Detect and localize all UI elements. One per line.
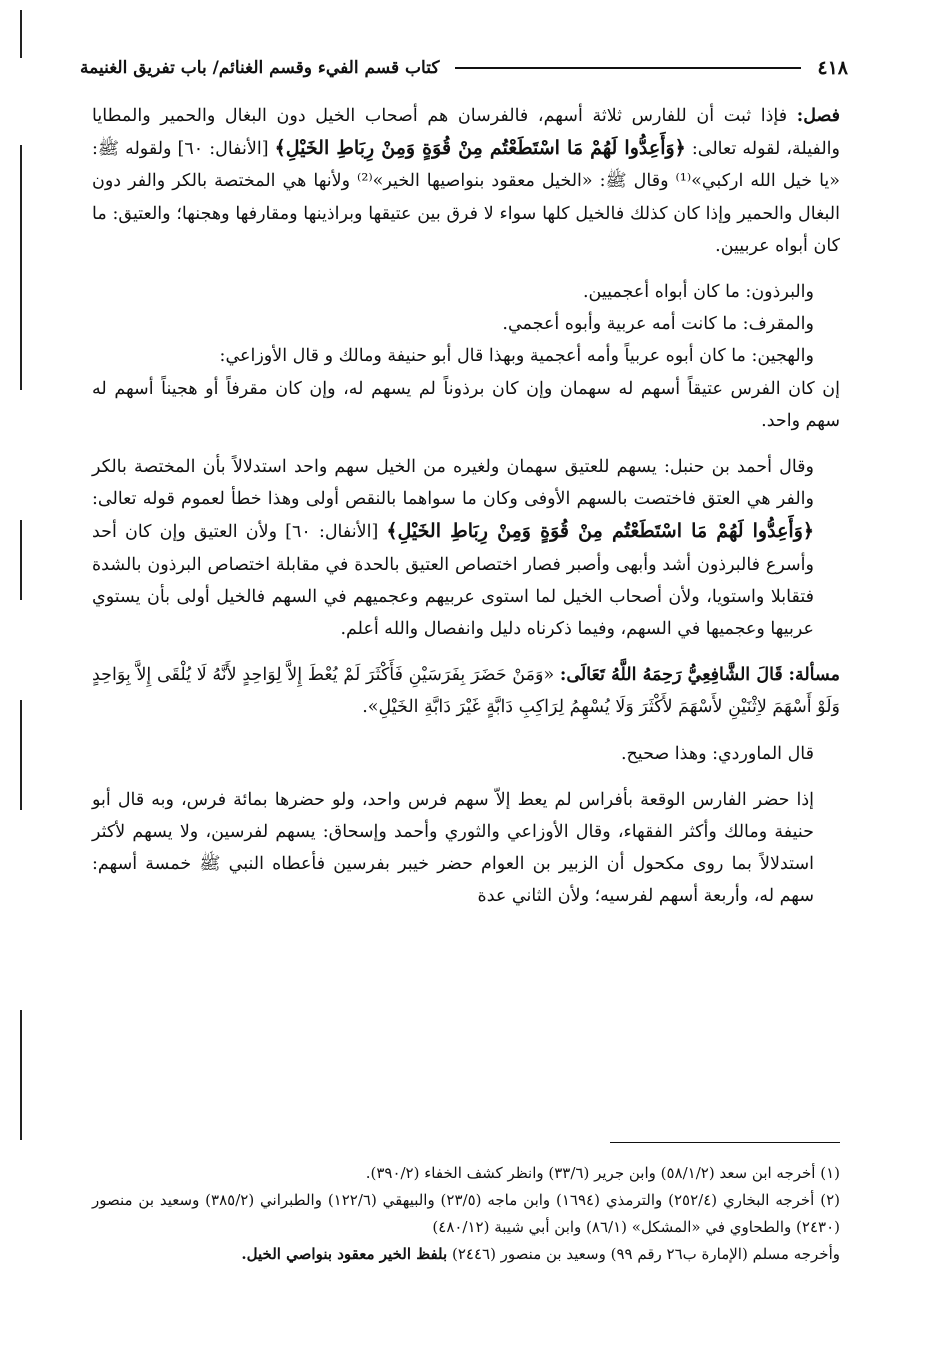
masala-text: «وَمَنْ حَضَرَ بِفَرَسَيْنِ فَأَكْثَرَ لَمْ يُعْطَ إِلاَّ لِوَاحِدٍ لأَنَّهُ لَا يُلْقَى إِلاَّ بِوَاحِدٍ وَلَوْ أَسْهَمَ لاِثْنَيْنِ لأَسْهَمَ لأَكْثَرَ وَلَا يُسْهِمُ لِرَاكِبِ دَابَّةٍ غَيْرَ دَابَّةِ الخَيْلِ». [92, 665, 840, 718]
fasl-heading: فصل: [796, 106, 840, 126]
page-number: ٤١٨ [817, 57, 848, 79]
paragraph-fasl [92, 100, 840, 262]
footnote-2-cont [92, 1241, 840, 1268]
paragraph-ahmad [92, 451, 840, 645]
page-header [80, 52, 848, 84]
main-text [92, 100, 840, 913]
paragraph-last: إذا حضر الفارس الوقعة بأفراس لم يعط إلاّ سهم فرس واحد، ولو حضرها بمائة فرس، وبه قال أبو حنيفة ومالك وأكثر الفقهاء، وقال الأوزاعي والثوري وأحمد وإسحاق: يسهم لفرسين، ولا يسهم لأكثر استدلالاً بما روى مكحول أن الزبير بن العوام حضر خيبر بفرسين فأعطاه النبي ﷺ خمسة أسهم: سهم له، وأربعة أسهم لفرسيه؛ ولأن الثاني عدة [92, 789, 814, 907]
margin-line [20, 700, 22, 810]
margin-line [20, 1010, 22, 1140]
paragraph-masala [92, 659, 840, 723]
footnote-1: (١) أخرجه ابن سعد (٥٨/١/٢) وابن جرير (٣٣/٦) وانظر كشف الخفاء (٣٩٠/٢). [365, 1164, 840, 1182]
definition-hajin: والهجين: ما كان أبوه عربياً وأمه أعجمية وبهذا قال أبو حنيفة ومالك و قال الأوزاعي: [219, 346, 814, 367]
definition-birdhawn: والبرذون: ما كان أبواه أعجميين. [582, 282, 814, 303]
header-rule [455, 67, 801, 69]
masala-heading: مسألة: [788, 665, 840, 686]
fasl-text: فإذا ثبت أن للفارس ثلاثة أسهم، فالفرسان هم أصحاب الخيل دون البغال والحمير والمطايا والفيلة، لقوله تعالى: [92, 106, 840, 160]
definition-muqrif: والمقرف: ما كانت أمه عربية وأبوه أعجمي. [502, 314, 814, 335]
quran-verse: ﴿وَأَعِدُّوا لَهُمْ مَا اسْتَطَعْتُم مِنْ قُوَةٍ وَمِنْ رِبَاطِ الخَيْلِ﴾ [386, 520, 814, 543]
shafii-attribution: قَالَ الشَّافِعِيُّ رَحِمَهُ اللَّهُ تَعَالَى: [559, 665, 783, 686]
margin-line [20, 10, 22, 58]
footnote-rule [610, 1142, 840, 1143]
fasl-text-cont: [الأنفال: ٦٠] ولقوله ﷺ: «يا خيل الله اركبي»⁽¹⁾ وقال ﷺ: «الخيل معقود بنواصيها الخير»⁽²⁾ ولأنها هي المختصة بالكر والفر دون البغال والحمير وإذا كان كذلك فالخيل كلها سواء لا فرق بين عتيقها وبراذينها ومقارفها وهجنها؛ والعتيق: ما كان أبواه عربيين. [92, 139, 840, 256]
paragraph-awzai: إن كان الفرس عتيقاً أسهم له سهمان وإن كان برذوناً لم يسهم له، وإن كان مقرفاً أو هجيناً أسهم له سهم واحد. [92, 378, 840, 431]
ahmad-text: وقال أحمد بن حنبل: يسهم للعتيق سهمان ولغيره من الخيل سهم واحد استدلالاً بأن المختصة بالكر والفر هي العتق فاختصت بالسهم الأوفى وكان ما سواهما بالنقص أولى وهذا خطأ لعموم قوله تعالى: [92, 457, 814, 510]
footnote-2: (٢) أخرجه البخاري (٢٥٢/٤) والترمذي (١٦٩٤) وابن ماجه (٢٣/٥) والبيهقي (١٢٢/٦) والطبراني (٣٨٥/٢) وسعيد بن منصور (٢٤٣٠) والطحاوي في «المشكل» (٨٦/١) وابن أبي شيبة (٤٨٠/١٢) [92, 1191, 840, 1236]
margin-line [20, 520, 22, 600]
footnote-2-text: وأخرجه مسلم (الإمارة ب٢٦ رقم ٩٩) وسعيد بن منصور (٢٤٤٦) [451, 1245, 840, 1263]
mawardi-line: قال الماوردي: وهذا صحيح. [620, 743, 814, 764]
footnote-2-bold: بلفظ الخير معقود بنواصي الخيل. [241, 1245, 448, 1263]
quran-verse: ﴿وَأَعِدُّوا لَهُمْ مَا اسْتَطَعْتُم مِنْ قُوَةٍ وَمِنْ رِبَاطِ الخَيْلِ﴾ [274, 137, 686, 160]
footnotes [92, 1160, 840, 1268]
ahmad-text-cont: [الأنفال: ٦٠] ولأن العتيق وإن كان أحد وأسرع فالبرذون أشد وأبهى وأصبر فصار اختصاص العتيق بالحدة في مقابلة اختصاص البرذون بالشدة فتقابلا واستويا، ولأن أصحاب الخيل لما استوى عربيهم وعجميهم في السهم فالخيل أولى بأن يستوي عربيها وعجميها في السهم، وفيما ذكرناه دليل وانفصال والله أعلم. [92, 522, 814, 640]
running-title: كتاب قسم الفيء وقسم الغنائم/ باب تفريق الغنيمة [80, 58, 440, 78]
margin-line [20, 145, 22, 390]
